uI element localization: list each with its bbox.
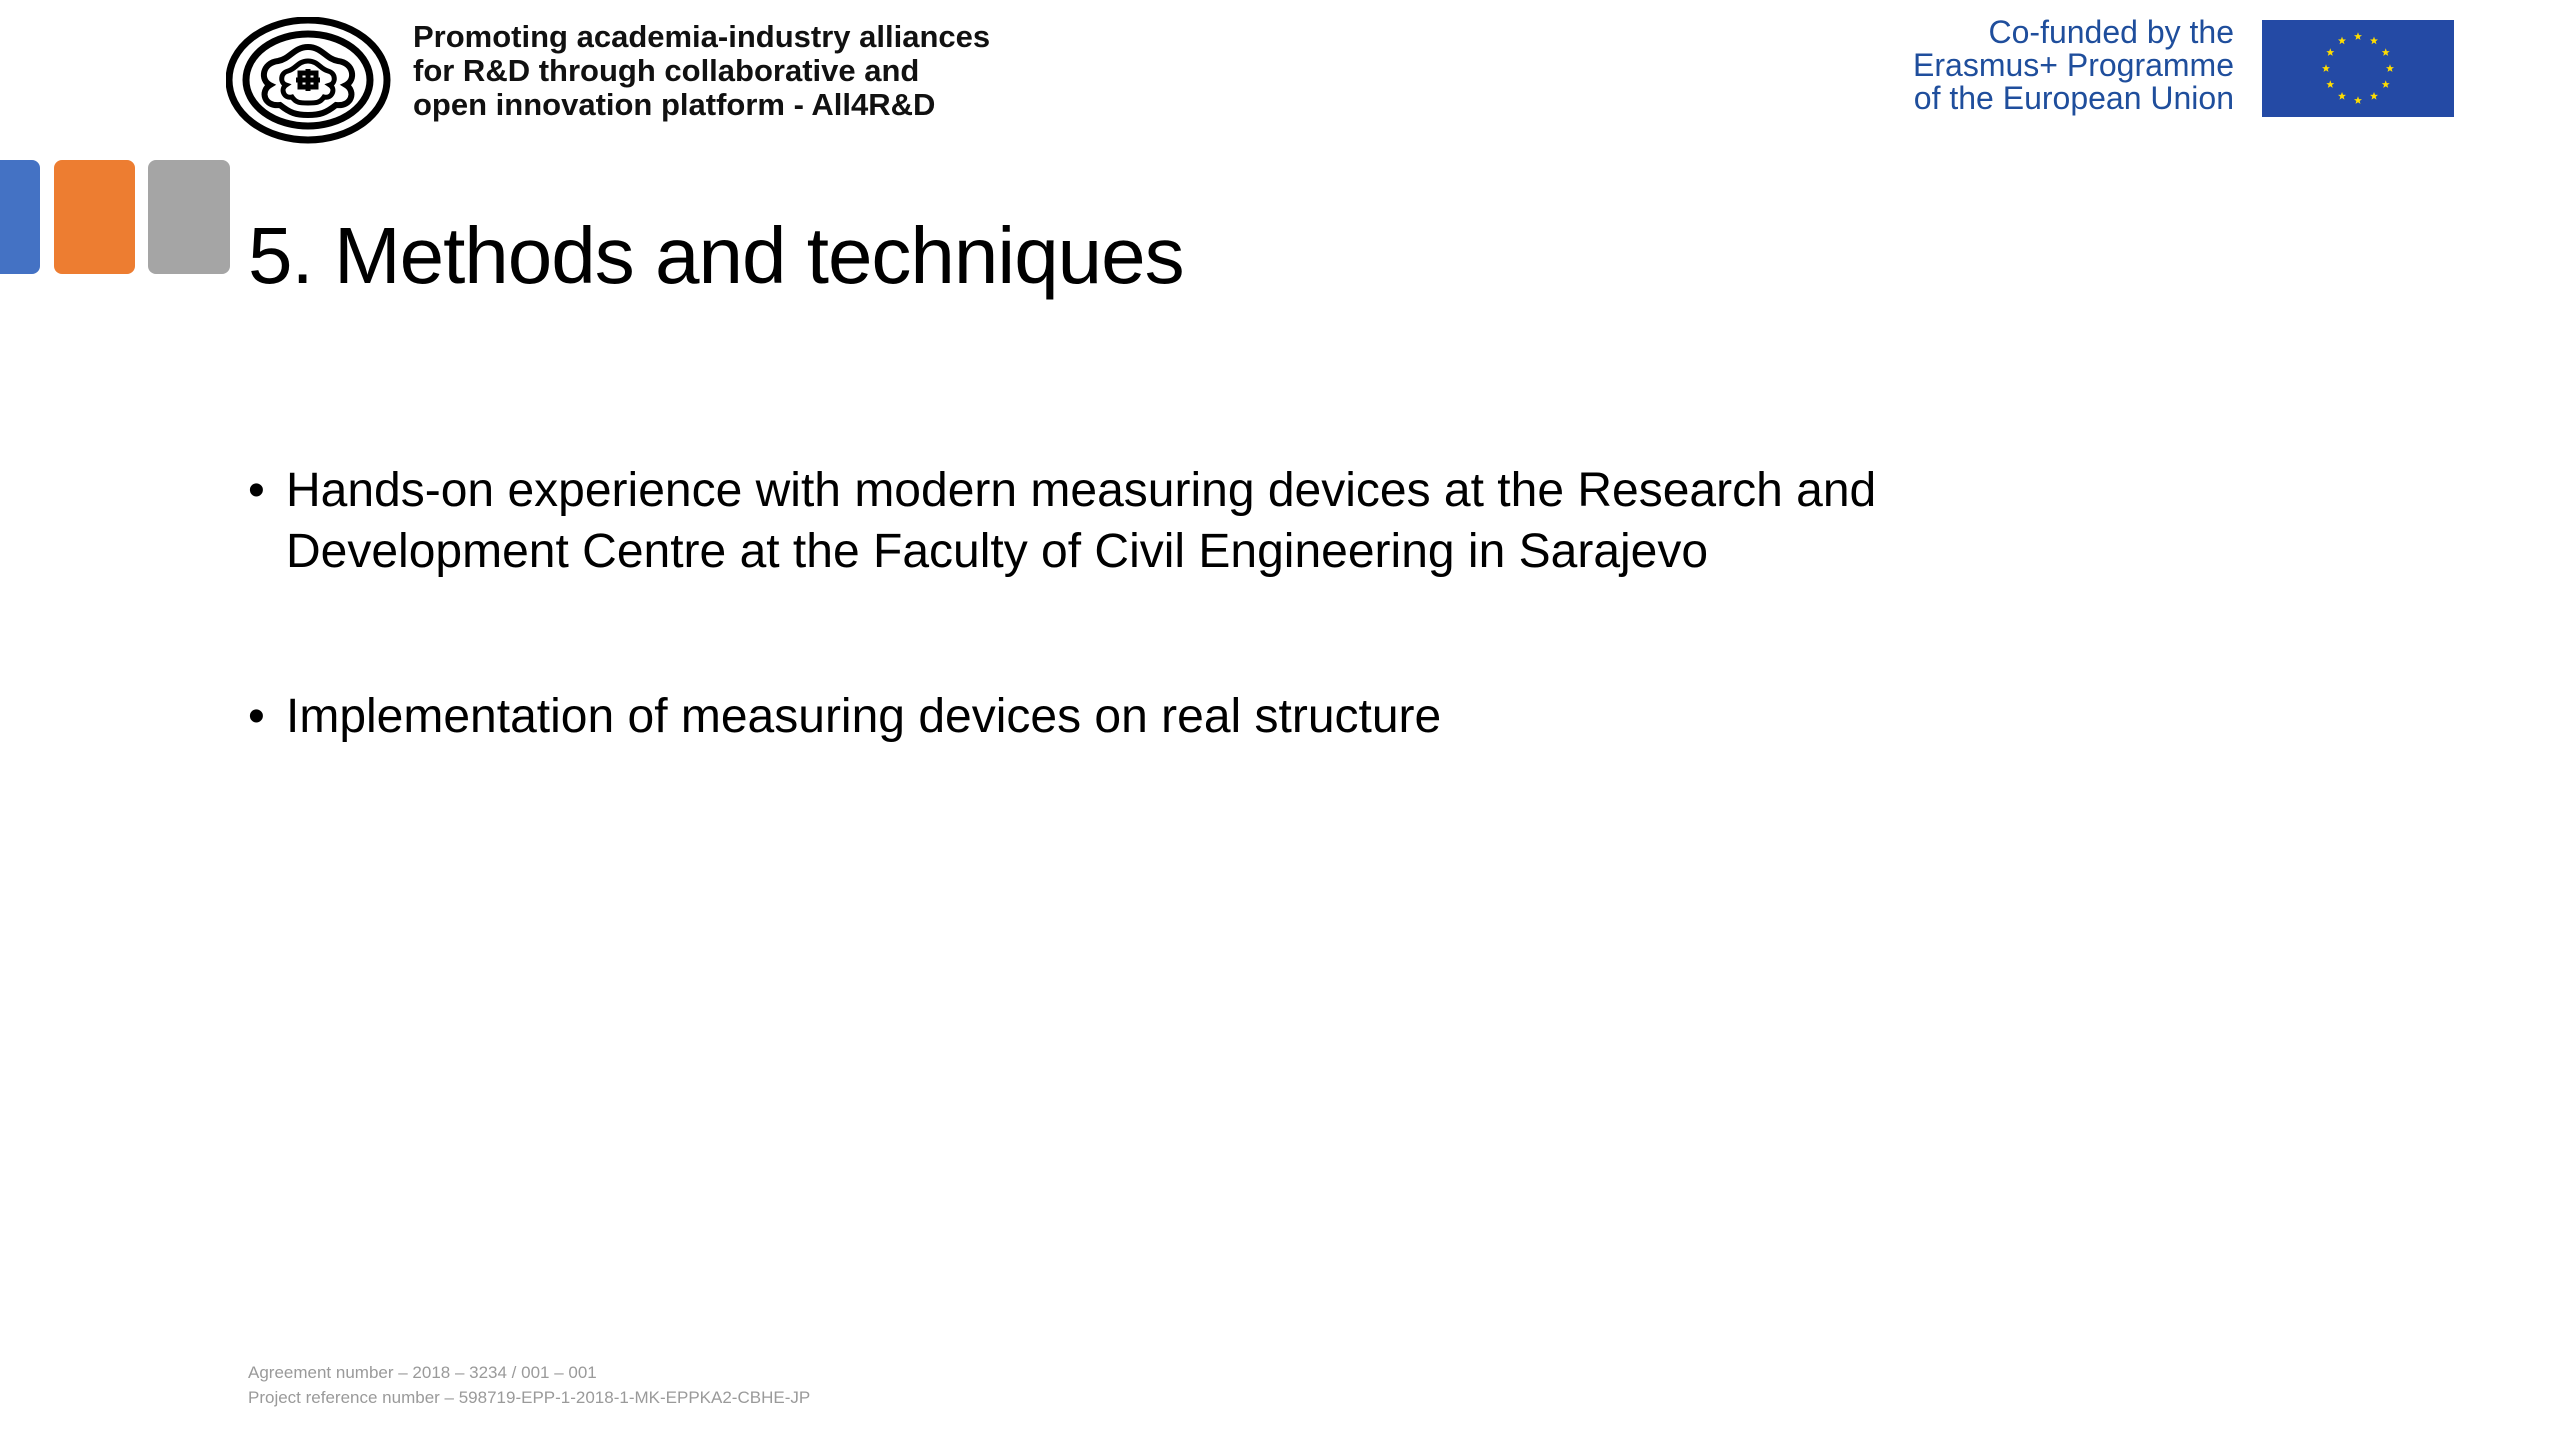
all4rd-logo-icon <box>226 17 391 144</box>
funding-line: Erasmus+ Programme <box>1913 47 2234 83</box>
slide-footer <box>248 1360 810 1410</box>
bullet-marker: • <box>248 690 265 743</box>
bullet-marker: • <box>248 464 265 517</box>
funding-statement <box>1674 16 2234 115</box>
bullet-text-line: Hands-on experience with modern measuring devices at the Research and <box>286 464 1877 517</box>
project-reference-number: Project reference number – 598719-EPP-1-2018-1-MK-EPPKA2-CBHE-JP <box>248 1388 811 1407</box>
project-title-line: open innovation platform - All4R&D <box>413 87 936 122</box>
funding-line: of the European Union <box>1913 80 2234 116</box>
bullet-item <box>248 686 2248 747</box>
slide-title: 5. Methods and techniques <box>248 211 1184 300</box>
bullet-text-line: Development Centre at the Faculty of Civil Engineering in Sarajevo <box>286 525 1709 578</box>
agreement-number: Agreement number – 2018 – 3234 / 001 – 001 <box>248 1363 597 1382</box>
bullet-list <box>248 460 2248 747</box>
project-title-line: for R&D through collaborative and <box>413 53 920 88</box>
decorative-tile-gray <box>148 160 230 274</box>
project-title <box>413 20 1133 122</box>
decorative-tile-orange <box>54 160 135 274</box>
eu-flag-icon <box>2262 20 2454 117</box>
bullet-item <box>248 460 2248 582</box>
bullet-text-line: Implementation of measuring devices on real structure <box>286 690 1442 743</box>
funding-line: Co-funded by the <box>1988 14 2234 50</box>
decorative-tile-blue <box>0 160 40 274</box>
project-title-line: Promoting academia-industry alliances <box>413 19 991 54</box>
